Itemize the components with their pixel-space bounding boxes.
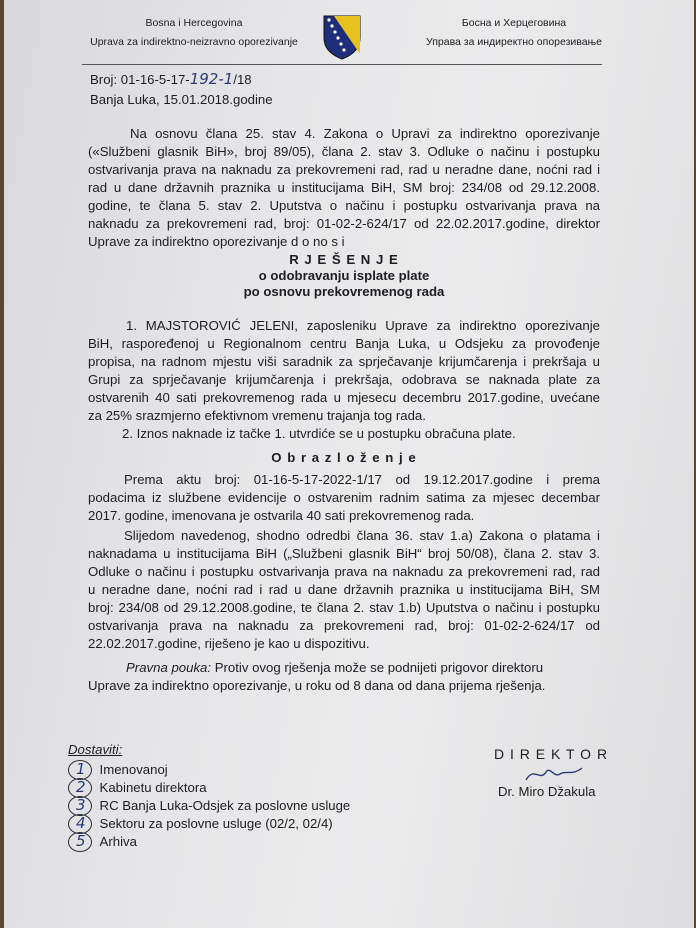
- legal-instruction-label: Pravna pouka:: [126, 660, 212, 675]
- decision-line: 1. MAJSTOROVIĆ JELENI, zaposleniku Uprave za indirektno oporezivanje: [126, 318, 600, 333]
- preamble-line: godine, te člana 5. stav 2. Uputstva o načinu i postupku ostvarivanja prava na: [88, 198, 600, 213]
- decision-line: Grupi za sprječavanje krijumčarenja i prekršaja, odobrava se naknada plate za: [88, 372, 600, 387]
- coat-of-arms-icon: [322, 14, 362, 60]
- decision-line: za 25% srazmjerno efektivnom vremenu trajanja tog rada.: [88, 408, 426, 423]
- reasoning-line: Prema aktu broj: 01-16-5-17-2022-1/17 od 19.12.2017.godine i prema: [124, 472, 600, 487]
- reference-suffix: /18: [233, 72, 252, 87]
- header-left: [64, 14, 324, 52]
- preamble-line: («Službeni glasnik BiH», broj 89/05), člana 2. stav 3. Odluke o načinu i postupku: [88, 144, 600, 159]
- reasoning-line: broj: 234/08 od 29.12.2008.godine, te člana 2. stav 1.b) Uputstva o načinu i postupku: [88, 600, 600, 615]
- preamble-line: Uprave za indirektno oporezivanje d o no s i: [88, 234, 345, 249]
- reasoning-line: 22.02.2017.godine, riješeno je kao u dispozitivu.: [88, 636, 370, 651]
- place-date: Banja Luka, 15.01.2018.godine: [90, 92, 273, 107]
- preamble-line: Na osnovu člana 25. stav 4. Zakona o Upravi za indirektno oporezivanje: [130, 126, 600, 141]
- handwritten-signature: [524, 762, 584, 784]
- document-page: [4, 0, 694, 928]
- decision-line: 2. Iznos naknade iz tačke 1. utvrdiće se u postupku obračuna plate.: [122, 426, 516, 441]
- reasoning-line: u neradne dane, noćni rad i rad u dane državnih praznika u institucijama BiH, SM: [88, 582, 600, 597]
- signatory-role: D I R E K T O R: [494, 746, 609, 762]
- decision-title: R J E Š E N J E: [289, 252, 399, 267]
- reasoning-line: Slijedom navedenog, shodno odredbi člana 36. stav 1.a) Zakona o platama i: [124, 528, 600, 543]
- preamble-line: naknadu za prekovremeni rad, broj: 01-02-2-624/17 od 22.02.2017.godine, direktor: [88, 216, 600, 231]
- header-country-cyrillic: Босна и Херцеговина: [461, 17, 567, 29]
- reasoning-line: naknadama u institucijama BiH („Službeni glasnik BiH“ broj 50/08), člana 2. stav 3.: [88, 546, 600, 561]
- reasoning-title: O b r a z l o ž e n j e: [271, 450, 417, 465]
- header-agency-latin: Uprava za indirektno-neizravno oporezivanje: [90, 36, 298, 48]
- legal-instruction-line: Uprave za indirektno oporezivanje, u roku od 8 dana od dana prijema rješenja.: [88, 678, 546, 693]
- reasoning-line: ostvarivanja prava na naknadu za prekovremeni rad, broj: 01-02-2-624/17 od: [88, 618, 600, 633]
- decision-subtitle: po osnovu prekovremenog rada: [243, 284, 445, 299]
- header-right: [384, 14, 644, 52]
- header-agency-cyrillic: Управа за индиректно опорезивање: [426, 36, 602, 48]
- preamble-line: rad u dane državnih praznika u institucijama BiH, SM broj: 234/08 od 29.12.2008.: [88, 180, 600, 195]
- decision-line: ostvarenih 40 sati prekovremenog rada u mjesecu decembru 2017.godine, uvećane: [88, 390, 600, 405]
- header-country-latin: Bosna i Hercegovina: [145, 17, 243, 29]
- decision-line: BiH, raspoređenoj u Regionalnom centru Banja Luka, u Odsjeku za provođenje: [88, 336, 600, 351]
- decision-subtitle: o odobravanju isplate plate: [258, 268, 430, 283]
- header-divider: [82, 64, 602, 65]
- legal-instruction-line: [126, 660, 543, 675]
- delivery-label: Dostaviti:: [68, 742, 123, 757]
- reasoning-line: Odluke o načinu i postupku ostvarivanja prava na naknadu za prekovremeni rad, rad: [88, 564, 600, 579]
- delivery-item: 1 Imenovanoj: [76, 760, 168, 778]
- reference-number: [90, 70, 252, 88]
- decision-line: propisa, na radnom mjestu viši saradnik za sprječavanje krijumčarenja i prekršaja u: [88, 354, 600, 369]
- delivery-item: 3 RC Banja Luka-Odsjek za poslovne usluge: [76, 796, 351, 814]
- legal-instruction-text: Protiv ovog rješenja može se podnijeti prigovor direktoru: [211, 660, 544, 675]
- delivery-item: 5 Arhiva: [76, 832, 137, 850]
- delivery-item: 2 Kabinetu direktora: [76, 778, 207, 796]
- delivery-item: 4 Sektoru za poslovne usluge (02/2, 02/4): [76, 814, 333, 832]
- signatory-name: Dr. Miro Džakula: [498, 784, 596, 799]
- reference-handwritten: 192-1: [189, 70, 234, 88]
- reasoning-line: podacima iz službene evidencije o ostvarenim radnim satima za mjesec decembar: [88, 490, 600, 505]
- preamble-line: ostvarivanja prava na naknadu za prekovremeni rad, rad u neradne dane, noćni rad i: [88, 162, 600, 177]
- reference-prefix: Broj: 01-16-5-17-: [90, 72, 190, 87]
- reasoning-line: 2017. godine, imenovana je ostvarila 40 sati prekovremenog rada.: [88, 508, 475, 523]
